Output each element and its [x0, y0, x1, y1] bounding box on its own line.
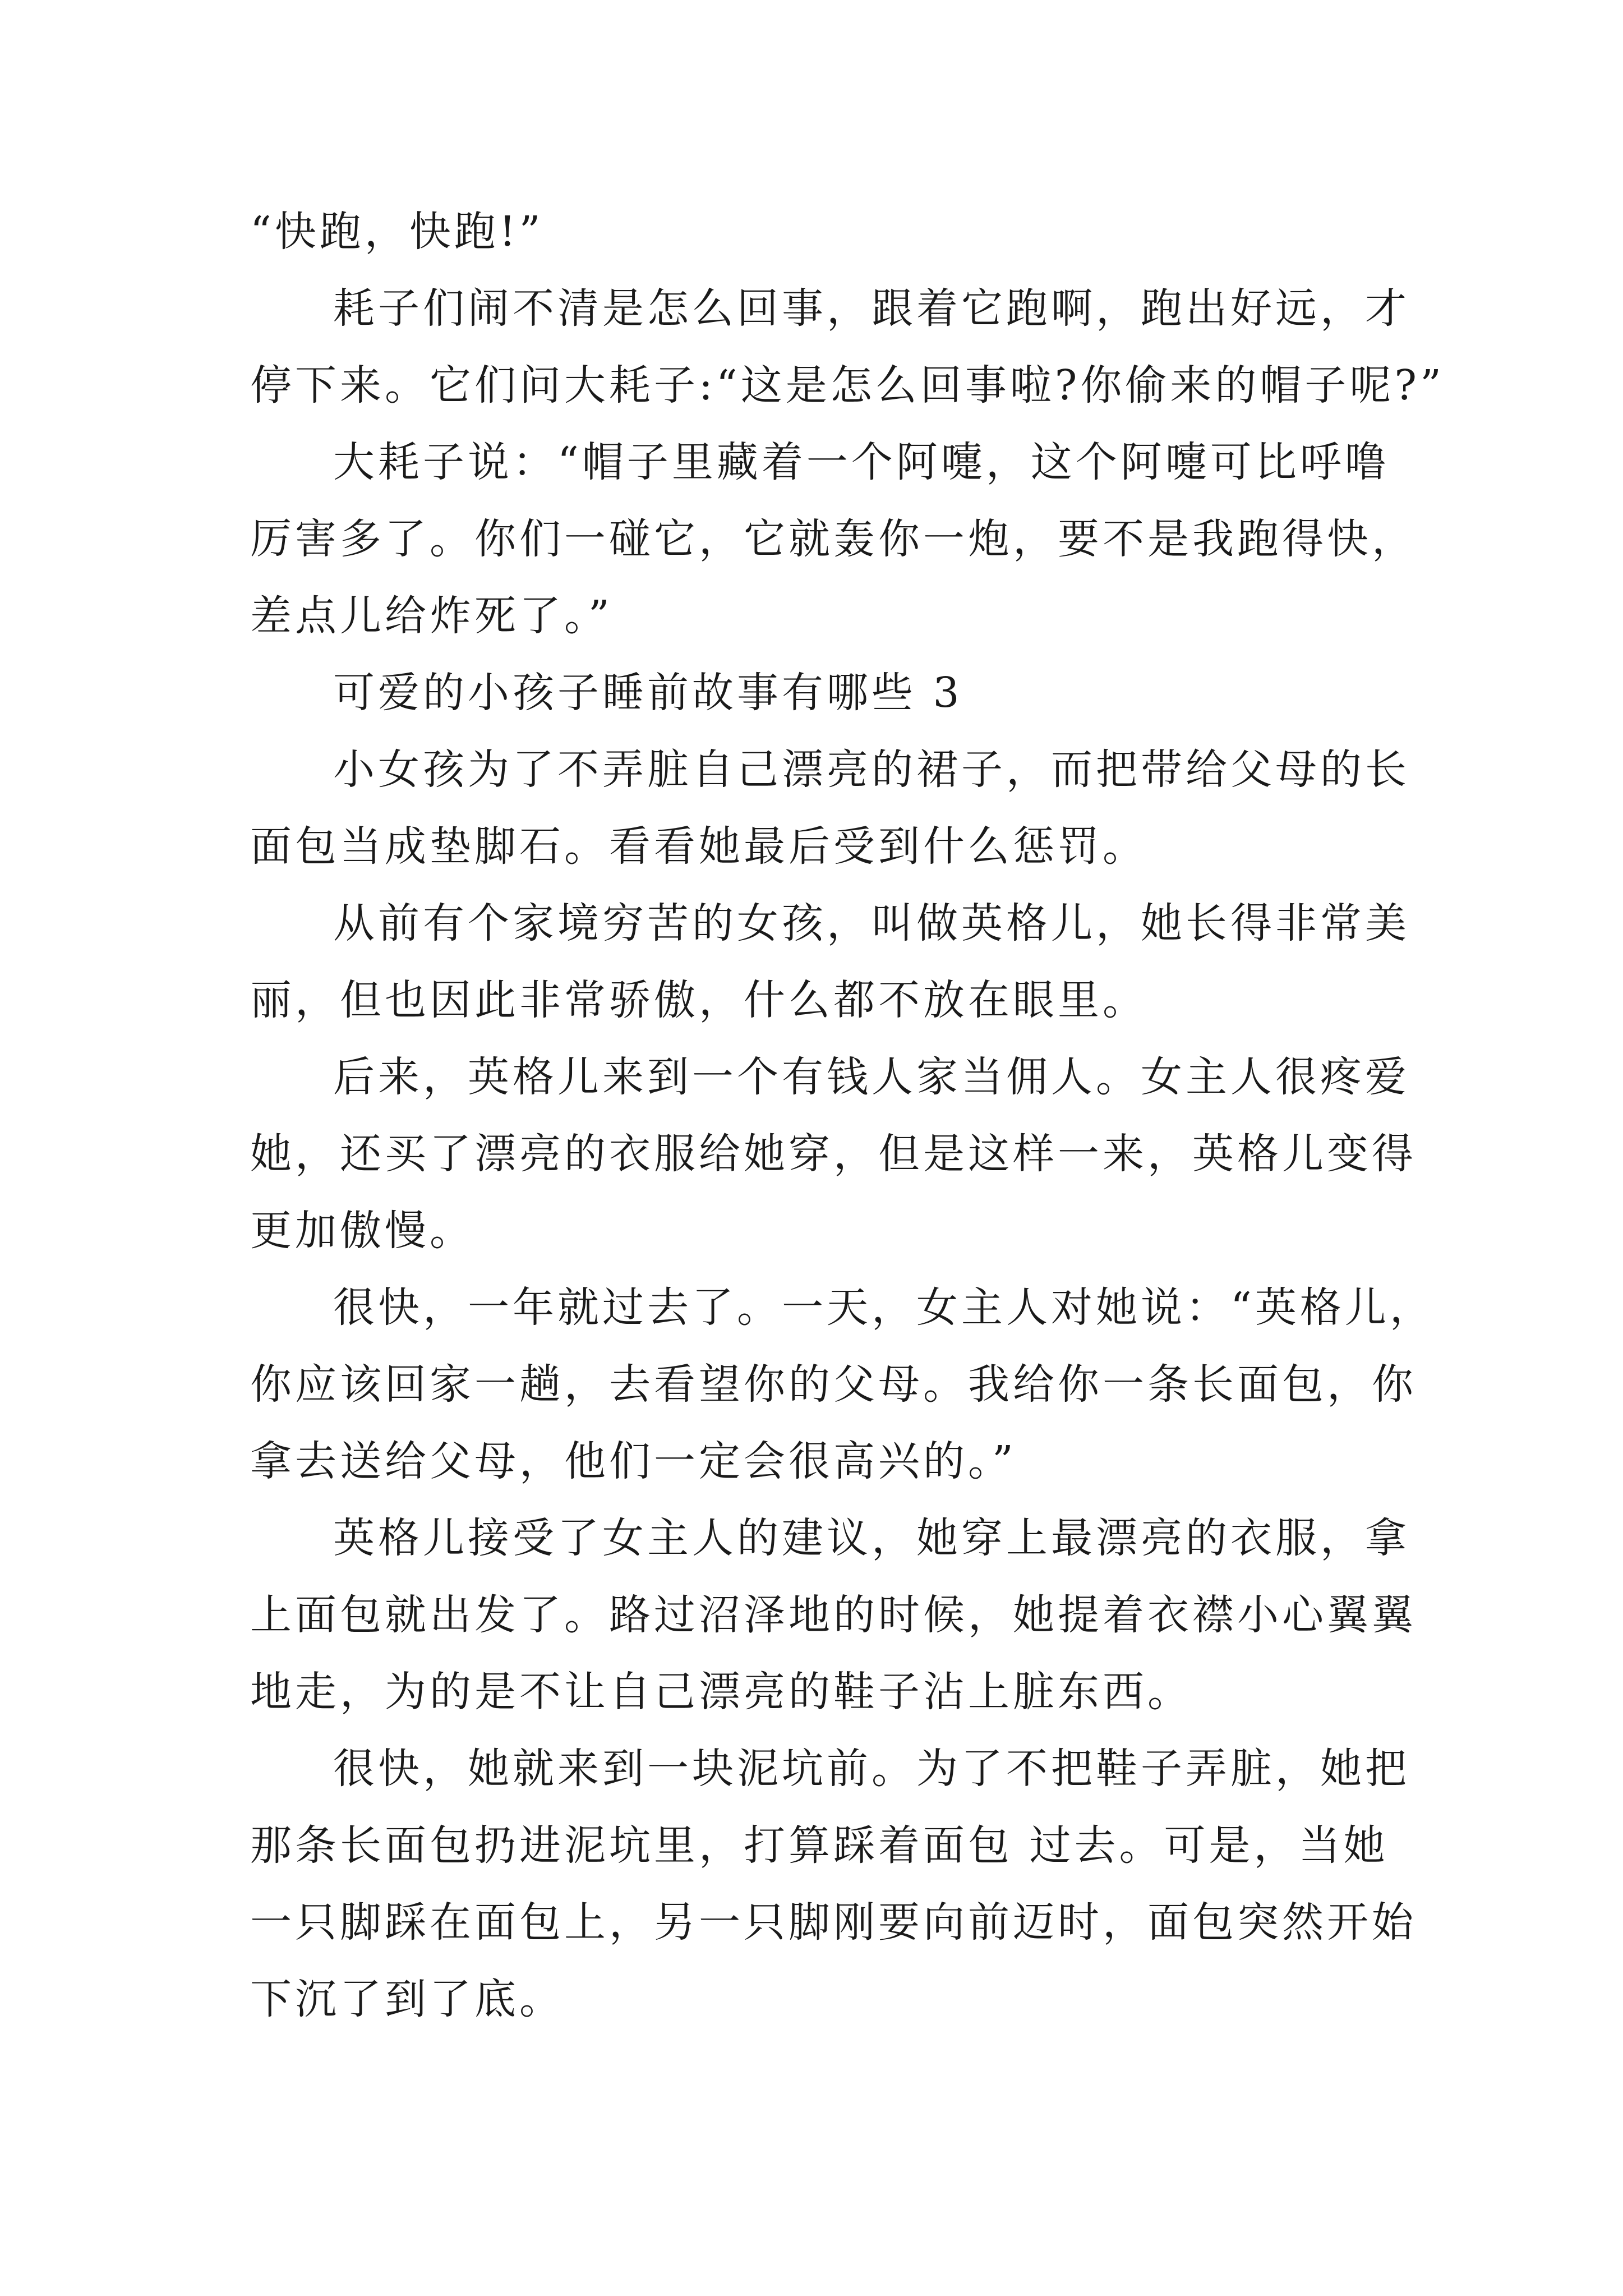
section-heading: 可爱的小孩子睡前故事有哪些 3 — [333, 669, 963, 717]
text-line: 耗子们闹不清是怎么回事，跟着它跑啊，跑出好远，才 — [333, 284, 1410, 333]
story-text — [250, 194, 1445, 2038]
text-line: 差点儿给炸死了。” — [250, 592, 613, 640]
text-line: 地走，为的是不让自己漂亮的鞋子沾上脏东西。 — [250, 1668, 1192, 1716]
text-line: 一只脚踩在面包上，另一只脚刚要向前迈时，面包突然开始 — [250, 1898, 1417, 1947]
text-line: 丽，但也因此非常骄傲，什么都不放在眼里。 — [250, 976, 1147, 1024]
text-line: 拿去送给父母，他们一定会很高兴的。” — [250, 1437, 1017, 1485]
text-line: 很快，她就来到一块泥坑前。为了不把鞋子弄脏，她把 — [333, 1745, 1410, 1793]
text-line: 从前有个家境穷苦的女孩，叫做英格儿，她长得非常美 — [333, 899, 1410, 947]
text-line: 面包当成垫脚石。看看她最后受到什么惩罚。 — [250, 822, 1147, 871]
text-line: 英格儿接受了女主人的建议，她穿上最漂亮的衣服，拿 — [333, 1514, 1410, 1562]
text-line: 很快，一年就过去了。一天，女主人对她说：“英格儿， — [333, 1283, 1435, 1332]
text-line: 你应该回家一趟，去看望你的父母。我给你一条长面包，你 — [250, 1360, 1417, 1409]
text-line: 厉害多了。你们一碰它，它就轰你一炮，要不是我跑得快， — [250, 515, 1417, 563]
text-line: 大耗子说：“帽子里藏着一个阿嚏，这个阿嚏可比呼噜 — [333, 438, 1390, 486]
text-line: 后来，英格儿来到一个有钱人家当佣人。女主人很疼爱 — [333, 1053, 1410, 1101]
text-line: 停下来。它们问大耗子:“这是怎么回事啦?你偷来的帽子呢?” — [250, 361, 1445, 409]
text-line: 更加傲慢。 — [250, 1207, 474, 1255]
text-line: 小女孩为了不弄脏自己漂亮的裙子，而把带给父母的长 — [333, 746, 1410, 794]
text-line: “快跑，快跑!” — [250, 208, 544, 256]
text-line: 下沉了到了底。 — [250, 1975, 564, 2023]
text-line: 她，还买了漂亮的衣服给她穿，但是这样一来，英格儿变得 — [250, 1130, 1417, 1178]
text-line: 那条长面包扔进泥坑里，打算踩着面包 过去。可是，当她 — [250, 1821, 1389, 1870]
text-line: 上面包就出发了。路过沼泽地的时候，她提着衣襟小心翼翼 — [250, 1591, 1417, 1639]
